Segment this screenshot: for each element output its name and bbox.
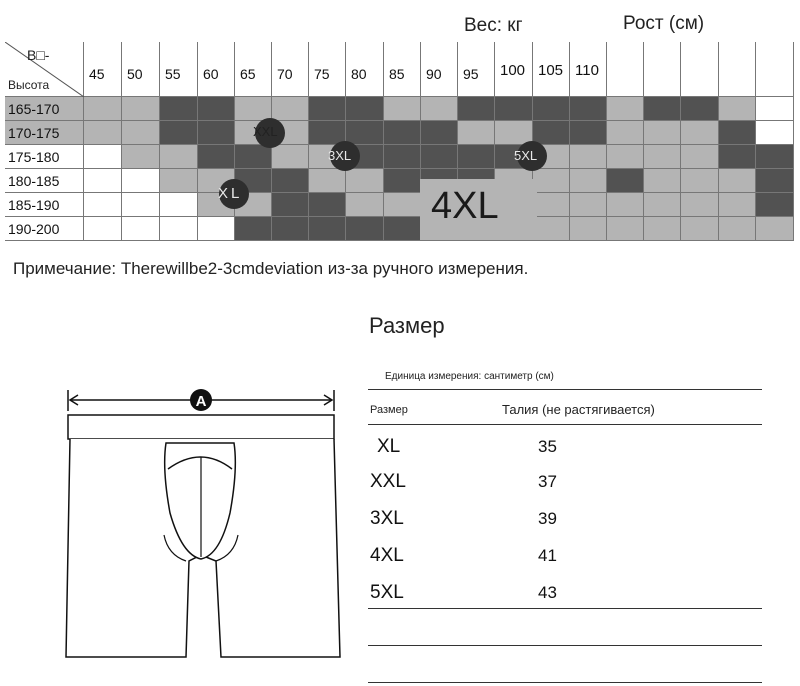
grid-cell [84, 121, 122, 145]
grid-cell [384, 193, 421, 217]
grid-cell [309, 169, 346, 193]
corner-bottom-label: Высота [8, 78, 50, 92]
grid-cell [384, 145, 421, 169]
weight-label: 85 [389, 66, 405, 82]
grid-cell [495, 97, 533, 121]
grid-cell [272, 97, 309, 121]
grid-header-cell [719, 42, 756, 97]
grid-cell [644, 97, 681, 121]
grid-cell [122, 97, 160, 121]
height-label: 180-185 [8, 173, 60, 189]
size-row-size: XXL [370, 471, 406, 492]
grid-cell [309, 217, 346, 241]
grid-cell [681, 121, 719, 145]
grid-cell [421, 121, 458, 145]
weight-label: 105 [538, 62, 564, 79]
grid-cell [384, 121, 421, 145]
column-size-header: Размер [370, 404, 408, 416]
size-chart-title: Размер [369, 313, 445, 338]
weight-label: 90 [426, 66, 442, 82]
grid-cell [570, 193, 607, 217]
weight-label: 50 [127, 66, 143, 82]
size-row-size: XL [377, 436, 401, 457]
grid-cell [533, 217, 570, 241]
weight-label: 55 [165, 66, 181, 82]
grid-cell [122, 169, 160, 193]
height-label: 185-190 [8, 197, 60, 213]
grid-cell [458, 121, 495, 145]
table-rule [368, 424, 762, 425]
corner-top-label: B□- [27, 47, 50, 63]
grid-cell [272, 217, 309, 241]
grid-cell [644, 169, 681, 193]
grid-cell [346, 193, 384, 217]
grid-cell [644, 193, 681, 217]
weight-label: 100 [500, 62, 526, 79]
height-label: 170-175 [8, 125, 60, 141]
table-rule [368, 389, 762, 390]
measurement-note: Примечание: Therewillbe2-3cmdeviation из-за ручного измерения. [13, 259, 529, 278]
table-rule [368, 645, 762, 646]
grid-cell [346, 97, 384, 121]
grid-cell [309, 193, 346, 217]
height-label: 165-170 [8, 101, 60, 117]
grid-cell [681, 97, 719, 121]
grid-cell [198, 97, 235, 121]
grid-cell [84, 145, 122, 169]
size-row-waist: 41 [538, 546, 557, 565]
grid-cell [570, 121, 607, 145]
grid-cell [235, 145, 272, 169]
grid-cell [570, 217, 607, 241]
size-row-size: 4XL [370, 545, 404, 566]
grid-cell [384, 169, 421, 193]
grid-cell [84, 217, 122, 241]
weight-label: 75 [314, 66, 330, 82]
size-row-waist: 35 [538, 437, 557, 456]
boxer-briefs-diagram [58, 385, 348, 675]
grid-cell [719, 145, 756, 169]
weight-label: 70 [277, 66, 293, 82]
waistband [68, 415, 334, 439]
table-rule [368, 608, 762, 609]
grid-cell [160, 97, 198, 121]
unit-label: Единица измерения: сантиметр (см) [385, 371, 554, 382]
grid-cell [84, 193, 122, 217]
grid-cell [607, 121, 644, 145]
grid-cell [160, 145, 198, 169]
grid-cell [719, 217, 756, 241]
grid-header-cell [607, 42, 644, 97]
grid-cell [346, 217, 384, 241]
size-marker-label: XL [218, 185, 243, 202]
grid-cell [160, 169, 198, 193]
grid-cell [346, 121, 384, 145]
grid-cell [346, 169, 384, 193]
size-row-waist: 39 [538, 509, 557, 528]
marker-a-label: A [195, 393, 207, 410]
grid-cell [122, 145, 160, 169]
weight-label: 80 [351, 66, 367, 82]
table-rule [368, 682, 762, 683]
weight-label: 95 [463, 66, 479, 82]
grid-cell [272, 193, 309, 217]
grid-cell [235, 217, 272, 241]
size-marker-label: XXL [253, 124, 278, 139]
grid-cell [198, 121, 235, 145]
grid-cell [607, 193, 644, 217]
grid-cell [533, 97, 570, 121]
grid-cell [533, 121, 570, 145]
grid-cell [756, 121, 794, 145]
grid-cell [198, 145, 235, 169]
grid-cell [122, 193, 160, 217]
grid-cell [719, 193, 756, 217]
grid-cell [719, 121, 756, 145]
weight-label: 45 [89, 66, 105, 82]
weight-label: 65 [240, 66, 256, 82]
grid-cell [272, 169, 309, 193]
grid-cell [84, 97, 122, 121]
grid-cell [681, 217, 719, 241]
grid-cell [421, 97, 458, 121]
grid-cell [570, 97, 607, 121]
grid-cell [160, 121, 198, 145]
grid-cell [756, 217, 794, 241]
weight-axis-label: Вес: кг [464, 15, 523, 36]
height-axis-label: Рост (см) [623, 13, 705, 34]
grid-header-cell [644, 42, 681, 97]
height-label: 175-180 [8, 149, 60, 165]
grid-cell [533, 169, 570, 193]
grid-cell [384, 217, 421, 241]
grid-cell [756, 169, 794, 193]
grid-cell [681, 145, 719, 169]
grid-cell [309, 97, 346, 121]
grid-cell [681, 169, 719, 193]
grid-cell [607, 217, 644, 241]
grid-cell [719, 169, 756, 193]
grid-cell [160, 217, 198, 241]
grid-cell [644, 217, 681, 241]
size-4xl-label: 4XL [431, 185, 499, 227]
size-row-waist: 43 [538, 583, 557, 602]
grid-header-cell [681, 42, 719, 97]
weight-label: 60 [203, 66, 219, 82]
grid-cell [644, 121, 681, 145]
size-row-waist: 37 [538, 472, 557, 491]
grid-cell [458, 145, 495, 169]
grid-cell [570, 169, 607, 193]
grid-cell [458, 97, 495, 121]
size-row-size: 3XL [370, 508, 404, 529]
grid-cell [607, 169, 644, 193]
grid-header-cell [756, 42, 794, 97]
grid-cell [756, 193, 794, 217]
grid-cell [756, 145, 794, 169]
grid-cell [421, 145, 458, 169]
size-row-size: 5XL [370, 582, 404, 603]
size-grid [5, 42, 795, 242]
weight-label: 110 [575, 62, 599, 79]
grid-cell [607, 145, 644, 169]
column-waist-header: Талия (не растягивается) [502, 402, 655, 417]
grid-cell [384, 97, 421, 121]
grid-cell [122, 217, 160, 241]
size-marker-label: 5XL [514, 148, 538, 163]
grid-cell [272, 145, 309, 169]
grid-cell [198, 217, 235, 241]
grid-cell [160, 193, 198, 217]
grid-cell [533, 193, 570, 217]
grid-cell [644, 145, 681, 169]
grid-cell [607, 97, 644, 121]
grid-cell [719, 97, 756, 121]
grid-cell [681, 193, 719, 217]
height-label: 190-200 [8, 221, 60, 237]
grid-cell [756, 97, 794, 121]
size-marker-label: 3XL [328, 148, 352, 163]
grid-cell [570, 145, 607, 169]
grid-cell [122, 121, 160, 145]
grid-cell [84, 169, 122, 193]
